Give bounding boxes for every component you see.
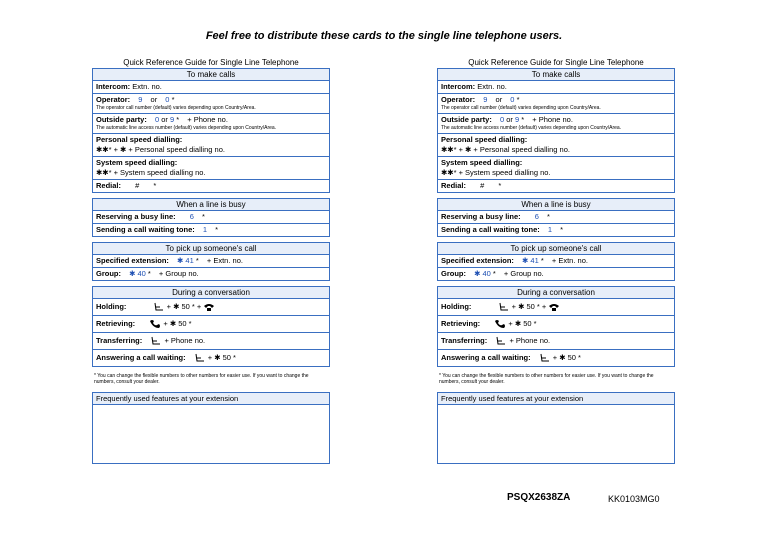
row-value: System speed dialling no. xyxy=(465,168,551,177)
row-label: System speed dialling: xyxy=(441,158,523,167)
key-sequence: ✱✱* + xyxy=(441,168,463,177)
handset-icon xyxy=(548,302,560,312)
row-label: Holding: xyxy=(441,302,472,311)
group-row xyxy=(438,268,674,280)
holding-row xyxy=(93,299,329,316)
guide-title: Quick Reference Guide for Single Line Telephone xyxy=(123,58,299,67)
row-value: Personal speed dialling no. xyxy=(479,145,570,154)
model-code: PSQX2638ZA xyxy=(507,492,571,503)
frequent-features-box xyxy=(92,392,330,464)
row-label: Reserving a busy line: xyxy=(96,212,176,221)
section-header: During a conversation xyxy=(93,287,329,299)
footnote: * You can change the flexible numbers to other numbers for easier use. If you want to change the numbers, consult your dealer. xyxy=(94,373,309,385)
row-label: Group: xyxy=(441,269,466,278)
or-text: or xyxy=(495,95,503,104)
key-code: 6 xyxy=(534,212,539,221)
row-label: Retrieving: xyxy=(441,319,481,328)
key-code: ✱ 41 xyxy=(177,256,194,265)
section-header: When a line is busy xyxy=(93,199,329,211)
row-value: Extn. no. xyxy=(558,256,588,265)
row-label: Personal speed dialling: xyxy=(96,135,183,144)
outside-party-row xyxy=(438,114,674,134)
star-key: * xyxy=(153,181,157,190)
star-key: * xyxy=(546,212,550,221)
section-header: To make calls xyxy=(438,69,674,81)
hash-key: # xyxy=(135,181,140,190)
plus-sign: + xyxy=(158,269,164,278)
key-code: 1 xyxy=(547,225,553,234)
plus-sign: + xyxy=(503,269,509,278)
row-value: Phone no. xyxy=(193,115,228,124)
system-speed-row xyxy=(93,157,329,180)
specified-extension-row xyxy=(93,255,329,268)
row-label: Operator: xyxy=(441,95,476,104)
star-key: * xyxy=(492,269,496,278)
key-sequence: + ✱ 50 * + xyxy=(511,302,547,311)
star-key: * xyxy=(201,212,205,221)
retrieving-row xyxy=(93,316,329,333)
key-sequence: + ✱ 50 * xyxy=(163,319,192,328)
row-label: Redial: xyxy=(441,181,467,190)
row-label: Holding: xyxy=(96,302,127,311)
redial-row xyxy=(438,180,674,192)
star-key: * xyxy=(147,269,151,278)
star-key: * xyxy=(540,256,544,265)
key-sequence: + ✱ 50 * xyxy=(207,353,236,362)
document-code: KK0103MG0 xyxy=(608,494,660,504)
row-label: Answering a call waiting: xyxy=(441,353,531,362)
star-key: * xyxy=(560,225,564,234)
row-label: Operator: xyxy=(96,95,131,104)
key-code: 0 xyxy=(499,115,505,124)
key-code: 9 xyxy=(514,115,520,124)
hookswitch-icon xyxy=(498,302,510,312)
retrieving-row xyxy=(438,316,674,333)
outside-party-row xyxy=(93,114,329,134)
personal-speed-row xyxy=(93,134,329,157)
hookswitch-icon xyxy=(495,336,507,346)
conversation-section xyxy=(92,286,330,367)
section-header: During a conversation xyxy=(438,287,674,299)
key-sequence: + Phone no. xyxy=(164,336,206,345)
row-label: Retrieving: xyxy=(96,319,136,328)
system-speed-row xyxy=(438,157,674,180)
specified-extension-row xyxy=(438,255,674,268)
star-key: * xyxy=(176,115,180,124)
reserving-row xyxy=(93,211,329,224)
key-code: 0 xyxy=(154,115,160,124)
conversation-section xyxy=(437,286,675,367)
busy-section xyxy=(92,198,330,237)
hookswitch-icon xyxy=(194,353,206,363)
or-text: or xyxy=(161,115,168,124)
row-label: Answering a call waiting: xyxy=(96,353,186,362)
plus-sign: + xyxy=(551,256,557,265)
frequent-features-header: Frequently used features at your extension xyxy=(438,393,674,405)
plus-sign: + xyxy=(532,115,537,124)
star-key: * xyxy=(498,181,502,190)
handset-icon xyxy=(203,302,215,312)
key-code: 1 xyxy=(202,225,208,234)
row-value: Extn. no. xyxy=(477,82,507,91)
call-waiting-tone-row xyxy=(438,224,674,236)
row-label: Specified extension: xyxy=(441,256,514,265)
make-calls-section xyxy=(92,68,330,193)
key-sequence: ✱✱* + xyxy=(96,168,118,177)
hookswitch-icon xyxy=(539,353,551,363)
row-value: Group no. xyxy=(165,269,199,278)
star-key: * xyxy=(521,115,525,124)
answering-row xyxy=(438,350,674,366)
outside-note: The automatic line access number (default) varies depending upon Country/Area. xyxy=(96,125,277,131)
transferring-row xyxy=(438,333,674,350)
key-code: 6 xyxy=(189,212,194,221)
row-value: Extn. no. xyxy=(132,82,162,91)
star-key: * xyxy=(195,256,199,265)
operator-note: The operator call number (default) varies depending upon Country/Area. xyxy=(96,105,256,111)
row-label: System speed dialling: xyxy=(96,158,178,167)
key-code: 9 xyxy=(169,115,175,124)
key-code: 9 xyxy=(138,95,143,104)
key-sequence: + ✱ 50 * xyxy=(552,353,581,362)
row-label: Sending a call waiting tone: xyxy=(96,225,195,234)
hookswitch-icon xyxy=(153,302,165,312)
holding-row xyxy=(438,299,674,316)
group-row xyxy=(93,268,329,280)
operator-note: The operator call number (default) varies depending upon Country/Area. xyxy=(441,105,601,111)
key-sequence: ✱✱* + ✱ + xyxy=(441,145,478,154)
row-label: Reserving a busy line: xyxy=(441,212,521,221)
or-text: or xyxy=(150,95,158,104)
operator-row xyxy=(438,94,674,114)
hash-key: # xyxy=(480,181,485,190)
outside-note: The automatic line access number (default) varies depending upon Country/Area. xyxy=(441,125,622,131)
handset-icon xyxy=(149,319,161,329)
plus-sign: + xyxy=(206,256,212,265)
key-code: 9 xyxy=(483,95,488,104)
make-calls-section xyxy=(437,68,675,193)
reference-card-right xyxy=(437,58,675,464)
operator-row xyxy=(93,94,329,114)
footnote: * You can change the flexible numbers to other numbers for easier use. If you want to change the numbers, consult your dealer. xyxy=(439,373,654,385)
frequent-features-box xyxy=(437,392,675,464)
key-code: 0 xyxy=(510,95,515,104)
row-label: Transferring: xyxy=(96,336,143,345)
page-headline: Feel free to distribute these cards to the single line telephone users. xyxy=(205,30,563,42)
row-value: System speed dialling no. xyxy=(120,168,206,177)
row-value: Phone no. xyxy=(538,115,573,124)
row-label: Group: xyxy=(96,269,121,278)
hookswitch-icon xyxy=(150,336,162,346)
row-value: Personal speed dialling no. xyxy=(134,145,225,154)
section-header: To make calls xyxy=(93,69,329,81)
or-text: or xyxy=(506,115,513,124)
reserving-row xyxy=(438,211,674,224)
row-label: Intercom: xyxy=(441,82,476,91)
row-label: Transferring: xyxy=(441,336,488,345)
redial-row xyxy=(93,180,329,192)
star-key: * xyxy=(516,95,520,104)
answering-row xyxy=(93,350,329,366)
key-sequence: + ✱ 50 * xyxy=(508,319,537,328)
star-key: * xyxy=(215,225,219,234)
key-code: ✱ 40 xyxy=(129,269,146,278)
row-label: Outside party: xyxy=(96,115,147,124)
row-value: Extn. no. xyxy=(213,256,243,265)
reference-card-left xyxy=(92,58,330,464)
key-code: ✱ 40 xyxy=(474,269,491,278)
busy-section xyxy=(437,198,675,237)
pickup-section xyxy=(92,242,330,281)
key-code: 0 xyxy=(165,95,170,104)
key-sequence: + Phone no. xyxy=(509,336,551,345)
section-header: When a line is busy xyxy=(438,199,674,211)
key-code: ✱ 41 xyxy=(522,256,539,265)
intercom-row xyxy=(93,81,329,94)
row-label: Sending a call waiting tone: xyxy=(441,225,540,234)
section-header: To pick up someone's call xyxy=(93,243,329,255)
section-header: To pick up someone's call xyxy=(438,243,674,255)
row-label: Specified extension: xyxy=(96,256,169,265)
personal-speed-row xyxy=(438,134,674,157)
row-label: Redial: xyxy=(96,181,122,190)
row-value: Group no. xyxy=(510,269,544,278)
row-label: Outside party: xyxy=(441,115,492,124)
guide-title: Quick Reference Guide for Single Line Telephone xyxy=(468,58,644,67)
row-label: Personal speed dialling: xyxy=(441,135,528,144)
star-key: * xyxy=(171,95,175,104)
call-waiting-tone-row xyxy=(93,224,329,236)
row-label: Intercom: xyxy=(96,82,131,91)
frequent-features-header: Frequently used features at your extension xyxy=(93,393,329,405)
handset-icon xyxy=(494,319,506,329)
plus-sign: + xyxy=(187,115,192,124)
transferring-row xyxy=(93,333,329,350)
pickup-section xyxy=(437,242,675,281)
key-sequence: ✱✱* + ✱ + xyxy=(96,145,133,154)
key-sequence: + ✱ 50 * + xyxy=(166,302,202,311)
intercom-row xyxy=(438,81,674,94)
